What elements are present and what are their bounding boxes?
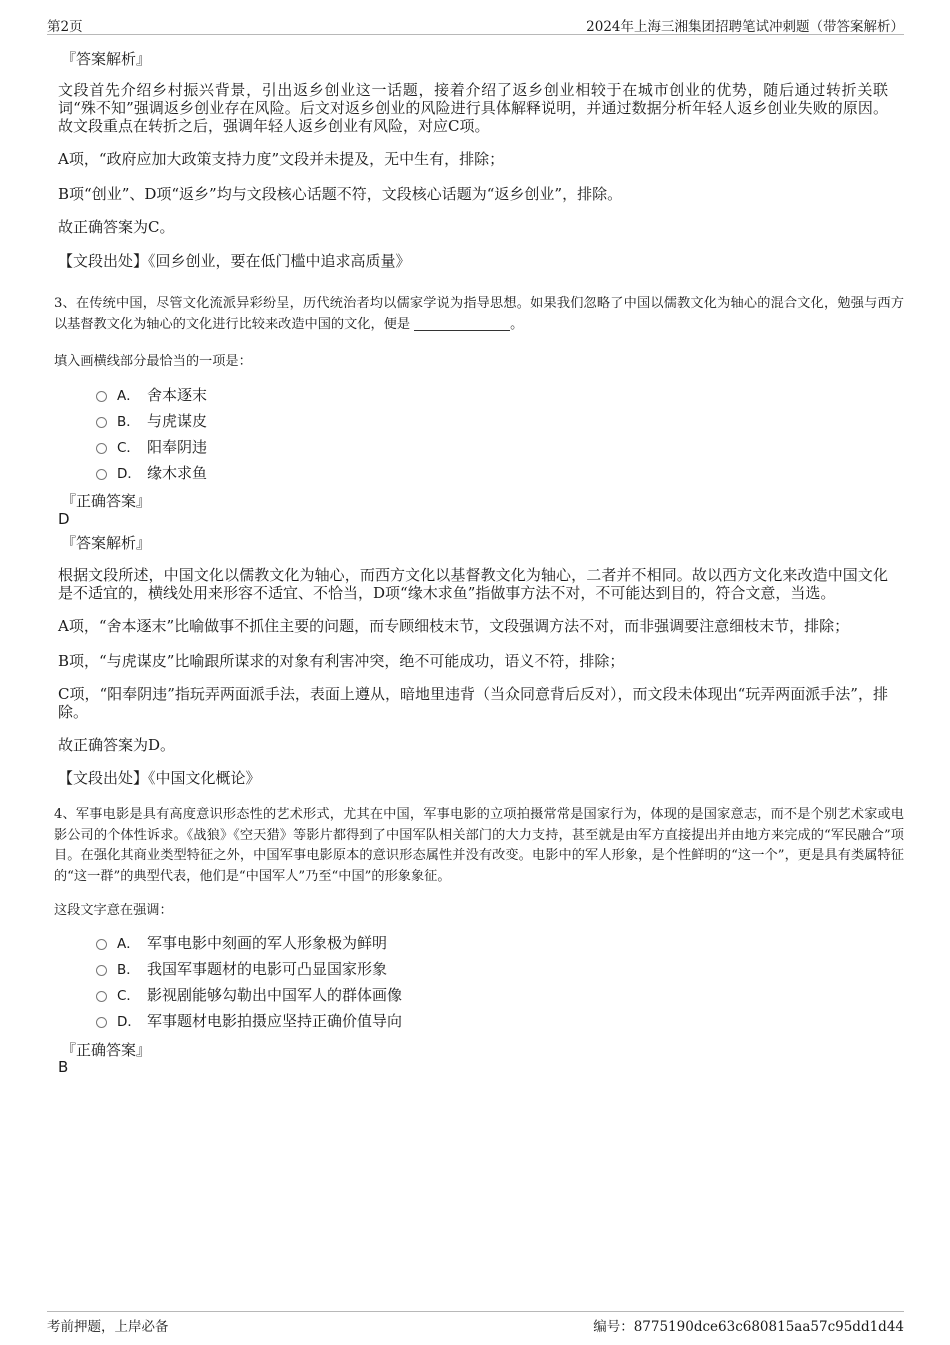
option-letter: C． (117, 440, 140, 456)
option-letter: B． (117, 414, 140, 430)
q3-option-a[interactable] (96, 384, 207, 406)
q2-source: 【文段出处】《回乡创业，要在低门槛中追求高质量》 (58, 252, 411, 270)
q4-prompt: 这段文字意在强调： (54, 903, 173, 918)
option-letter: D． (117, 466, 141, 482)
radio-button[interactable] (96, 939, 107, 950)
q4-answer-label: 『正确答案』 (61, 1041, 152, 1059)
q3-analysis: 根据文段所述，中国文化以儒教文化为轴心，而西方文化以基督教文化为轴心，二者并不相同。故以西方文化来改造中国文化是不适宜的，横线处用来形容不适宜、不恰当，D项“缘木求鱼”指做事方法不对，不可能达到目的，符合文意，当选。 (58, 566, 888, 602)
option-letter: A． (117, 388, 140, 404)
q3-option-c[interactable] (96, 436, 207, 458)
q3-option-b-note: B项，“与虎谋皮”比喻跟所谋求的对象有利害冲突，绝不可能成功，语义不符，排除； (58, 652, 625, 670)
q3-option-c-note: C项，“阳奉阴违”指玩弄两面派手法，表面上遵从，暗地里违背（当众同意背后反对），而文段未体现出“玩弄两面派手法”，排除。 (58, 685, 888, 721)
q4-option-b[interactable] (96, 958, 387, 980)
option-text: 军事电影中刻画的军人形象极为鲜明 (147, 934, 388, 952)
q2-option-bd-note: B项“创业”、D项“返乡”均与文段核心话题不符，文段核心话题为“返乡创业”，排除。 (58, 185, 623, 203)
option-text: 影视剧能够勾勒出中国军人的群体画像 (147, 986, 403, 1004)
q3-conclusion: 故正确答案为D。 (58, 736, 176, 754)
page-number: 第2页 (47, 19, 83, 35)
fill-blank (414, 316, 510, 331)
q2-option-a-note: A项，“政府应加大政策支持力度”文段并未提及，无中生有，排除； (58, 150, 505, 168)
q3-stem-text: 3、在传统中国，尽管文化流派异彩纷呈，历代统治者均以儒家学说为指导思想。如果我们忽略了中国以儒教文化为轴心的混合文化，勉强与西方以基督教文化为轴心的文化进行比较来改造中国的文化，便是 (54, 296, 904, 332)
q3-option-d[interactable] (96, 462, 207, 484)
page-header (47, 14, 904, 35)
q3-analysis-label: 『答案解析』 (61, 534, 152, 552)
q4-option-a[interactable] (96, 932, 387, 954)
radio-button[interactable] (96, 1017, 107, 1028)
option-text: 舍本逐末 (147, 386, 208, 404)
q3-answer-label: 『正确答案』 (61, 492, 152, 510)
q2-analysis: 文段首先介绍乡村振兴背景，引出返乡创业这一话题，接着介绍了返乡创业相较于在城市创业的优势，随后通过转折关联词“殊不知”强调返乡创业存在风险。后文对返乡创业的风险进行具体解释说明，并通过数据分析年轻人返乡创业失败的原因。故文段重点在转折之后，强调年轻人返乡创业有风险，对应C项。 (58, 81, 888, 135)
q3-answer: D (58, 510, 70, 528)
option-text: 与虎谋皮 (147, 412, 208, 430)
q3-option-a-note: A项，“舍本逐末”比喻做事不抓住主要的问题，而专顾细枝末节，文段强调方法不对，而非强调要注意细枝末节，排除； (58, 617, 850, 635)
q2-conclusion: 故正确答案为C。 (58, 218, 175, 236)
radio-button[interactable] (96, 417, 107, 428)
q3-source: 【文段出处】《中国文化概论》 (58, 769, 261, 787)
q2-analysis-label: 『答案解析』 (61, 50, 152, 68)
option-text: 军事题材电影拍摄应坚持正确价值导向 (147, 1012, 403, 1030)
document-code: 编号：8775190dce63c680815aa57c95dd1d44 (593, 1319, 904, 1335)
radio-button[interactable] (96, 443, 107, 454)
radio-button[interactable] (96, 391, 107, 402)
radio-button[interactable] (96, 469, 107, 480)
radio-button[interactable] (96, 965, 107, 976)
option-text: 我国军事题材的电影可凸显国家形象 (147, 960, 388, 978)
option-text: 阳奉阴违 (147, 438, 208, 456)
q4-option-c[interactable] (96, 984, 402, 1006)
option-letter: C． (117, 988, 140, 1004)
page-footer (47, 1311, 904, 1336)
q3-stem (54, 294, 904, 335)
q3-option-b[interactable] (96, 410, 207, 432)
option-letter: D． (117, 1014, 141, 1030)
q4-stem: 4、军事电影是具有高度意识形态性的艺术形式，尤其在中国，军事电影的立项拍摄常常是国家行为，体现的是国家意志，而不是个别艺术家或电影公司的个体性诉求。《战狼》《空天猎》等影片都得到了中国军队相关部门的大力支持，甚至就是由军方直接提出并由地方来完成的“军民融合”项目。在强化其商业类型特征之外，中国军事电影原本的意识形态属性并没有改变。电影中的军人形象，是个性鲜明的“这一个”，更是具有类属特征的“这一群”的典型代表，他们是“中国军人”乃至“中国”的形象象征。 (54, 807, 904, 885)
q3-stem-end: 。 (510, 316, 524, 332)
q4-answer: B (58, 1058, 69, 1076)
q3-prompt: 填入画横线部分最恰当的一项是： (54, 354, 252, 369)
option-letter: B． (117, 962, 140, 978)
option-letter: A． (117, 936, 140, 952)
radio-button[interactable] (96, 991, 107, 1002)
option-text: 缘木求鱼 (147, 464, 208, 482)
footer-slogan: 考前押题，上岸必备 (47, 1319, 169, 1335)
document-title: 2024年上海三湘集团招聘笔试冲刺题（带答案解析） (586, 19, 904, 35)
q4-option-d[interactable] (96, 1010, 402, 1032)
